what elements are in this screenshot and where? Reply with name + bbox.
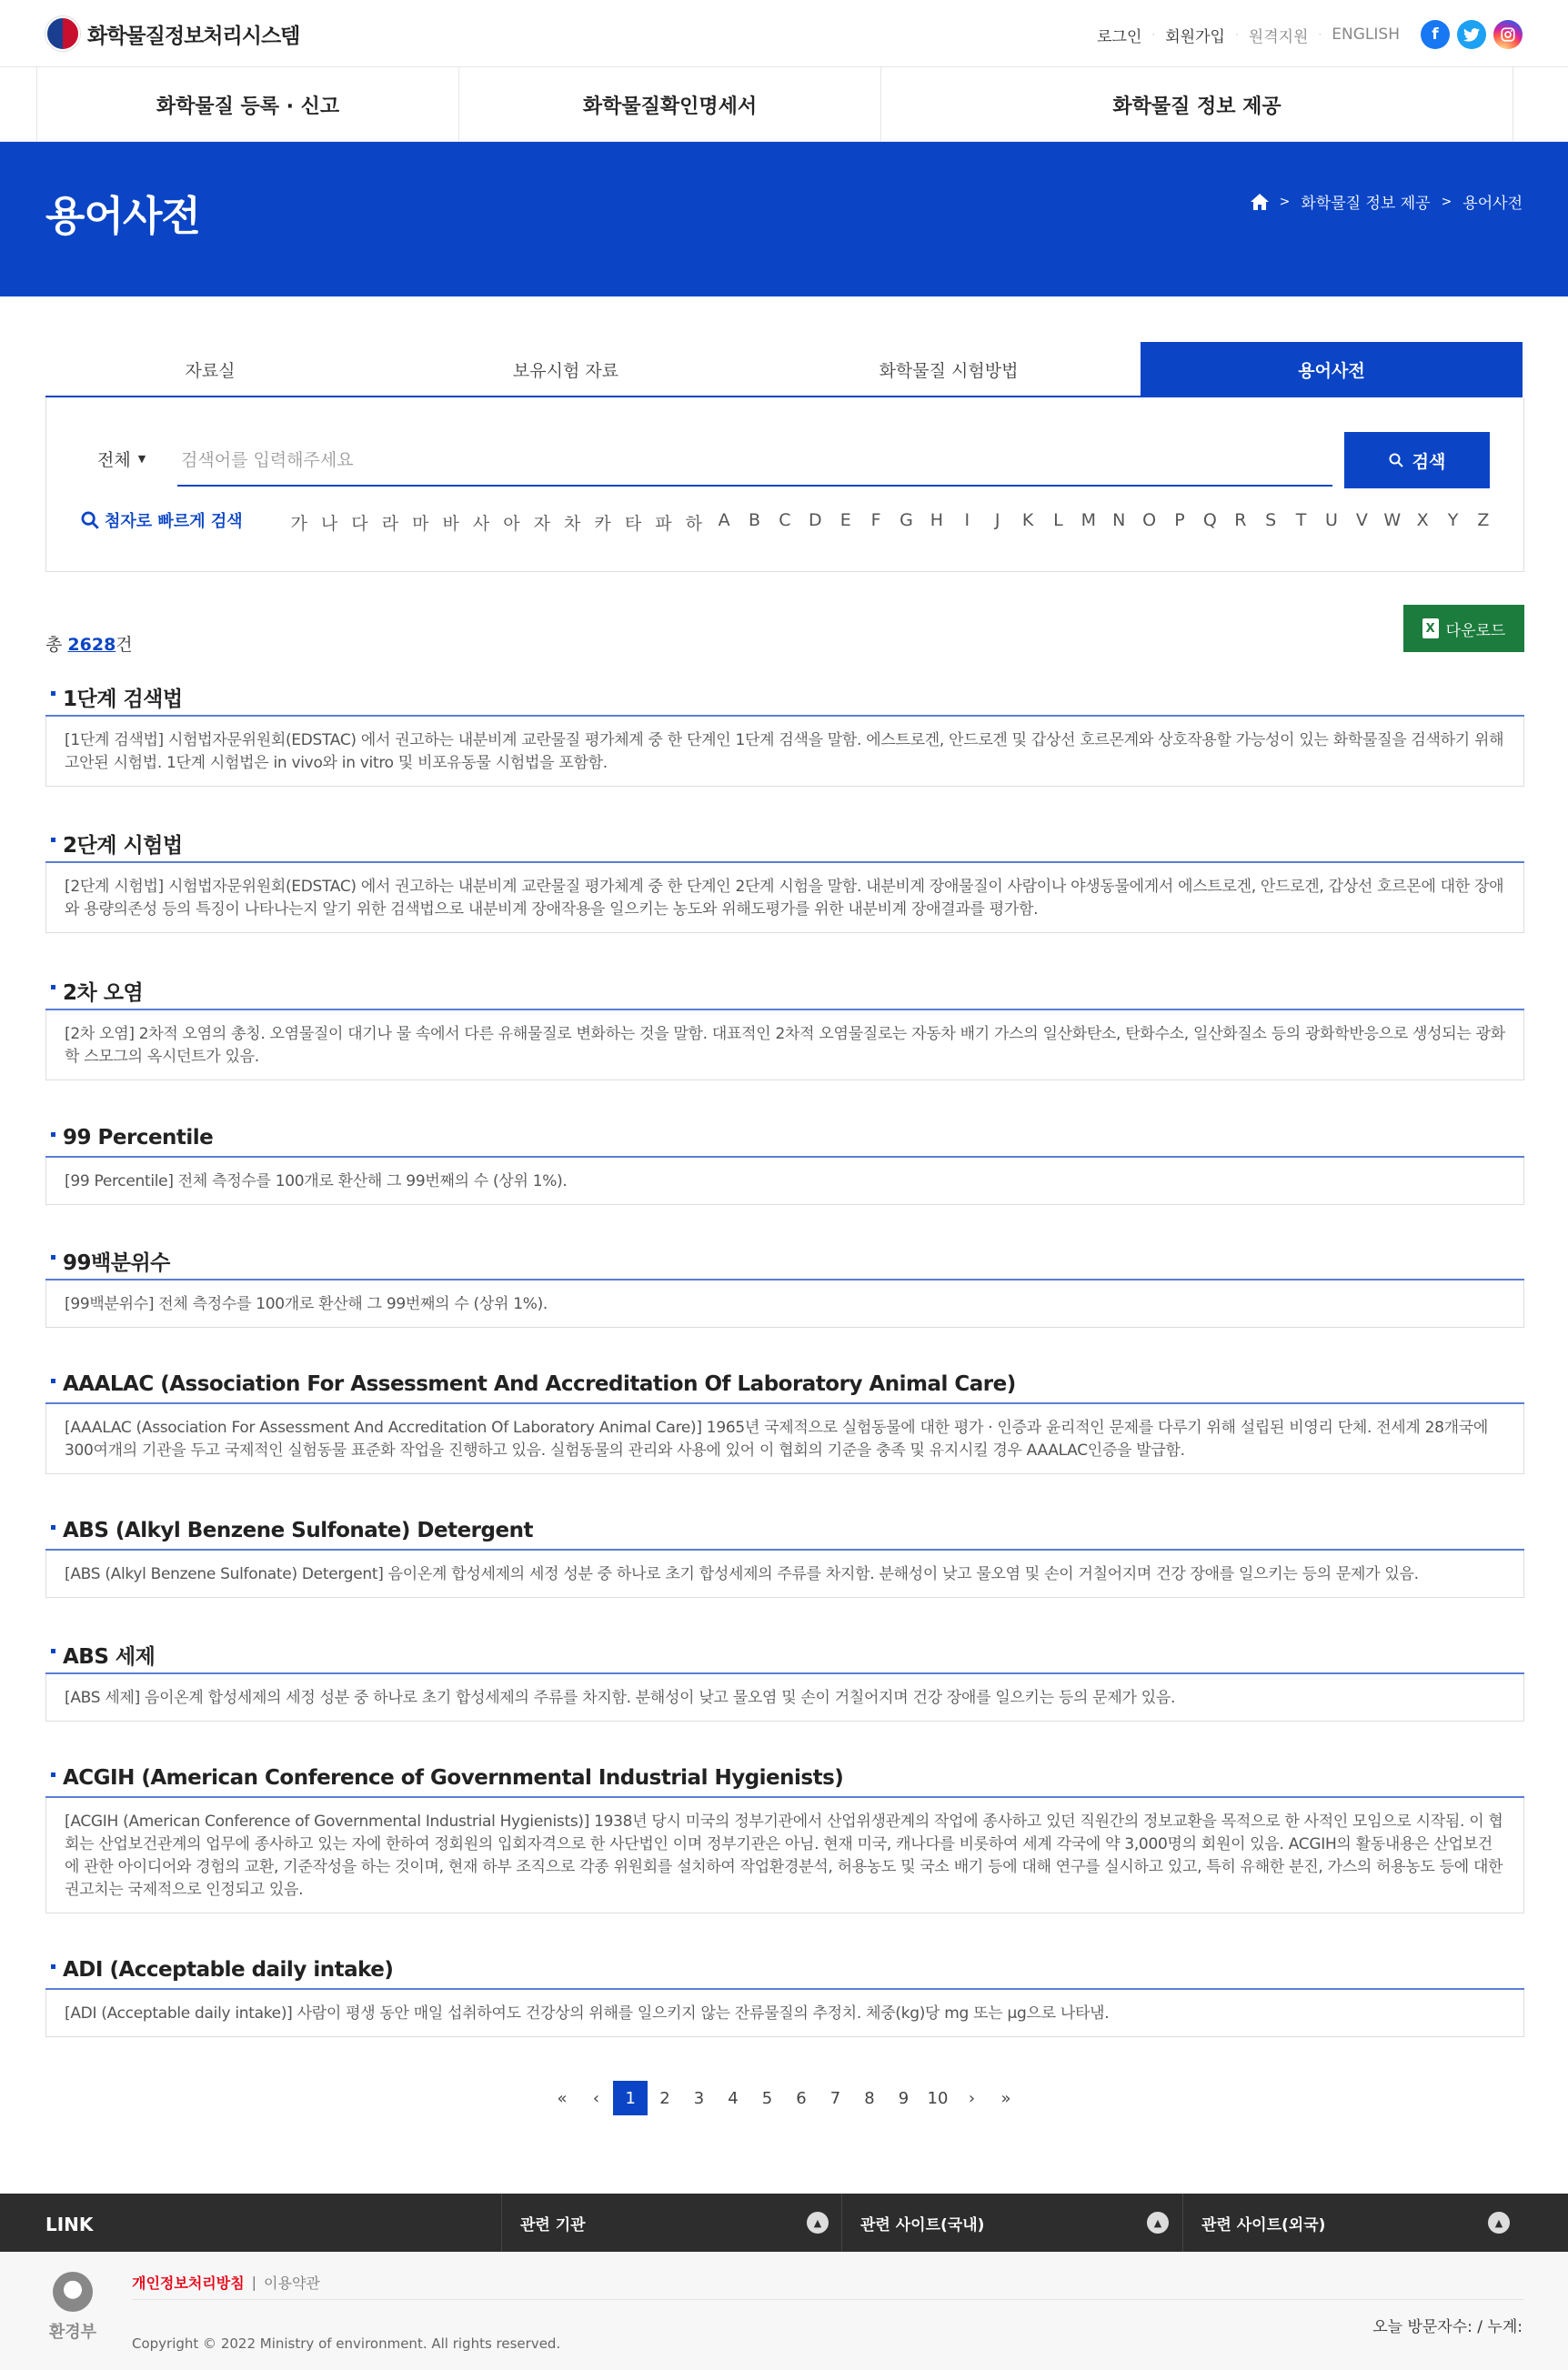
- nav-chemical-info[interactable]: 화학물질 정보 제공: [880, 67, 1513, 142]
- term-item: [45, 1242, 1524, 1328]
- bullet-icon: [51, 1132, 55, 1137]
- download-button[interactable]: [1403, 605, 1524, 652]
- letter-filter-item[interactable]: G: [900, 510, 913, 530]
- term-item: [45, 1120, 1524, 1205]
- search-icon: [81, 511, 99, 529]
- letter-filter-item[interactable]: I: [964, 510, 970, 530]
- letter-filter-item[interactable]: Y: [1447, 510, 1459, 530]
- letter-filter-item[interactable]: F: [870, 510, 881, 530]
- letter-filter-item[interactable]: P: [1174, 510, 1185, 530]
- tab-glossary[interactable]: 용어사전: [1141, 342, 1523, 397]
- search-button[interactable]: [1344, 432, 1490, 488]
- term-title[interactable]: [45, 825, 1524, 863]
- nav-registration[interactable]: 화학물질 등록 · 신고: [36, 67, 458, 142]
- download-label: 다운로드: [1445, 621, 1506, 640]
- search-button-label: 검색: [1412, 451, 1446, 472]
- chevron-right-icon: >: [1279, 194, 1291, 209]
- letter-filter-item[interactable]: 카: [594, 514, 611, 534]
- letter-filter-item[interactable]: 다: [351, 514, 368, 534]
- letter-filter-item[interactable]: K: [1021, 510, 1034, 530]
- terms-link[interactable]: 이용약관: [264, 2275, 320, 2292]
- letter-filter-item[interactable]: 가: [290, 514, 307, 534]
- bullet-icon: [51, 1772, 55, 1777]
- term-title-text: ABS 세제: [63, 1644, 156, 1669]
- ministry-logo: [45, 2272, 100, 2343]
- top-bar: [0, 0, 1568, 67]
- letter-filter-item[interactable]: S: [1265, 510, 1277, 530]
- letter-filter-item[interactable]: 차: [564, 514, 581, 534]
- letter-filter-item[interactable]: 파: [655, 514, 672, 534]
- search-icon: [1389, 453, 1403, 467]
- first-page-icon[interactable]: «: [557, 2088, 568, 2108]
- bullet-icon: [51, 985, 55, 989]
- result-count: [45, 631, 133, 656]
- login-link[interactable]: 로그인: [1097, 27, 1142, 46]
- ministry-name: 환경부: [48, 2323, 97, 2342]
- letter-filter-item[interactable]: 나: [320, 514, 338, 534]
- chevron-right-icon: >: [1441, 194, 1452, 209]
- term-title-text: ACGIH (American Conference of Governmental Industrial Hygienists): [63, 1766, 844, 1790]
- count-prefix: 총: [45, 635, 63, 655]
- ministry-emblem-icon: [53, 2272, 93, 2312]
- letter-filter-item[interactable]: Z: [1477, 510, 1490, 530]
- term-definition: [ABS 세제] 음이온계 합성세제의 세정 성분 중 하나로 초기 합성세제의 주류를 차지함. 분해성이 낮고 물오염 및 손이 거칠어지며 건강 장애를 일으키는 등의 문제가 있음.: [45, 1674, 1524, 1722]
- letter-filter-item[interactable]: Q: [1202, 510, 1217, 530]
- sub-tabs: [45, 342, 1523, 397]
- letter-filter-item[interactable]: J: [994, 510, 1000, 530]
- count-value: 2628: [67, 635, 116, 655]
- link-label: LINK: [45, 2214, 94, 2235]
- breadcrumb-item[interactable]: 화학물질 정보 제공: [1301, 195, 1431, 213]
- bullet-icon: [51, 1964, 55, 1969]
- term-definition: [ABS (Alkyl Benzene Sulfonate) Detergent] 음이온계 합성세제의 세정 성분 중 하나로 초기 합성세제의 주류를 차지함. 분해성이 낮고 물오염 및 손이 거칠어지며 건강 장애를 일으키는 등의 문제가 있음.: [45, 1551, 1524, 1598]
- term-title-text: AAALAC (Association For Assessment And Accreditation Of Laboratory Animal Care): [63, 1372, 1016, 1396]
- next-page-icon[interactable]: ›: [968, 2088, 976, 2108]
- select-value: 전체: [97, 450, 131, 470]
- term-item: [45, 972, 1524, 1080]
- term-title[interactable]: [45, 1636, 1524, 1674]
- term-title[interactable]: [45, 678, 1524, 717]
- page-number[interactable]: 10: [927, 2088, 949, 2108]
- letter-filter-item[interactable]: 아: [503, 514, 520, 534]
- page-number[interactable]: 6: [796, 2088, 807, 2108]
- term-title-text: 2단계 시험법: [63, 833, 183, 858]
- chevron-up-icon: ▲: [807, 2212, 829, 2234]
- term-definition: [ACGIH (American Conference of Governmental Industrial Hygienists)] 1938년 당시 미국의 정부기관에서 산업위생관계의 작업에 종사하고 있던 직원간의 정보교환을 목적으로 한 사적인 모임으로 시작됨. 이 협회는 산업보건관계의 업무에 종사하고 있는 자에 한하여 정회원의 입회자격으로 한 사단법인 이며 정부기관은 아님. 현재 미국, 캐나다를 비롯하여 세계 각국에 약 3,000명의 회원이 있음. ACGIH의 활동내용은 산업보건에 관한 아이디어와 경험의 교환, 기준작성을 하는 것이며, 현재 하부 조직으로 각종 위원회를 설치하여 작업환경분석, 허용농도 및 국소 배기 등에 대해 연구를 실시하고 있고, 특히 유해한 분진, 가스의 허용농도 등에 대한 권고치는 국제적으로 인정되고 있음.: [45, 1798, 1524, 1913]
- term-title-text: 2차 오염: [63, 980, 144, 1005]
- letter-filter-item[interactable]: N: [1112, 510, 1126, 530]
- letter-filter-item[interactable]: 마: [412, 514, 429, 534]
- term-title[interactable]: [45, 1512, 1524, 1551]
- excel-icon: X: [1422, 618, 1439, 638]
- letter-filter-item[interactable]: X: [1416, 510, 1429, 530]
- foreign-sites-select[interactable]: [1182, 2194, 1523, 2252]
- letter-filter-item[interactable]: L: [1053, 510, 1063, 530]
- pagination: [0, 2081, 1568, 2115]
- chevron-up-icon: ▲: [1488, 2212, 1510, 2234]
- site-footer: [0, 2252, 1568, 2370]
- letter-filter-item[interactable]: O: [1142, 510, 1157, 530]
- letter-filter-item[interactable]: C: [779, 510, 791, 530]
- letter-filter-item[interactable]: 타: [624, 514, 642, 534]
- term-item: [45, 678, 1524, 787]
- letter-filter-item[interactable]: M: [1081, 510, 1097, 530]
- logo-text: 화학물질정보처리시스템: [87, 24, 300, 48]
- term-item: [45, 825, 1524, 933]
- term-title[interactable]: [45, 1952, 1524, 1990]
- sns-links: [1421, 20, 1523, 49]
- term-item: [45, 1760, 1524, 1913]
- government-emblem-icon: [45, 16, 80, 51]
- privacy-policy-link[interactable]: 개인정보처리방침: [132, 2275, 245, 2292]
- breadcrumb-item[interactable]: 용어사전: [1462, 195, 1523, 213]
- last-page-icon[interactable]: »: [1000, 2088, 1011, 2108]
- page-number[interactable]: 2: [659, 2088, 670, 2108]
- chevron-up-icon: ▲: [1147, 2212, 1169, 2234]
- page-banner: [0, 142, 1568, 296]
- copyright: Copyright © 2022 Ministry of environment. All rights reserved.: [132, 2335, 561, 2352]
- term-title[interactable]: [45, 1366, 1524, 1404]
- bullet-icon: [51, 1649, 55, 1653]
- quick-search-text: 첨자로 빠르게 검색: [105, 512, 243, 531]
- letter-filter-item[interactable]: D: [809, 510, 822, 530]
- nav-confirmation-statement[interactable]: 화학물질확인명세서: [458, 67, 880, 142]
- signup-link[interactable]: 회원가입: [1165, 27, 1225, 46]
- quick-search-label: [81, 508, 243, 532]
- select-label: 관련 사이트(외국): [1201, 2215, 1326, 2234]
- bullet-icon: [51, 1255, 55, 1260]
- term-item: [45, 1366, 1524, 1474]
- letter-filter-item[interactable]: 바: [442, 514, 459, 534]
- letter-filter-item[interactable]: W: [1383, 510, 1402, 530]
- caret-down-icon: ▼: [137, 453, 146, 465]
- letter-filter-item[interactable]: B: [749, 510, 761, 530]
- term-title-text: ADI (Acceptable daily intake): [63, 1958, 394, 1982]
- tab-test-data[interactable]: 보유시험 자료: [512, 361, 619, 381]
- term-title-text: 99백분위수: [63, 1250, 170, 1275]
- breadcrumb: [1251, 190, 1523, 213]
- bullet-icon: [51, 1525, 55, 1530]
- term-title-text: 99 Percentile: [63, 1126, 214, 1150]
- bullet-icon: [51, 1379, 55, 1383]
- letter-filter-item[interactable]: E: [839, 510, 851, 530]
- term-item: [45, 1636, 1524, 1722]
- count-suffix: 건: [116, 635, 133, 655]
- search-input[interactable]: [177, 436, 1332, 487]
- page-number[interactable]: 4: [728, 2088, 739, 2108]
- letter-filter-item[interactable]: 자: [533, 514, 550, 534]
- select-label: 관련 기관: [520, 2215, 586, 2234]
- term-definition: [AAALAC (Association For Assessment And Accreditation Of Laboratory Animal Care)] 1965년 국제적으로 실험동물에 대한 평가 · 인증과 윤리적인 문제를 다루기 위해 설립된 비영리 단체. 전세계 28개국에 300여개의 기관을 두고 국제적인 실험동물 표준화 작업을 진행하고 있음. 실험동물의 관리와 사용에 있어 이 협회의 기준을 충족 및 유지시킬 경우 AAALAC인증을 발급함.: [45, 1404, 1524, 1474]
- bullet-icon: [51, 838, 55, 842]
- select-label: 관련 사이트(국내): [860, 2215, 985, 2234]
- letter-filter-item[interactable]: 하: [685, 514, 702, 534]
- initial-letter-filter: [284, 510, 1499, 535]
- tab-archive[interactable]: 자료실: [185, 361, 236, 381]
- prev-page-icon[interactable]: ‹: [592, 2088, 600, 2108]
- term-item: [45, 1512, 1524, 1598]
- term-title-text: 1단계 검색법: [63, 687, 183, 711]
- tab-test-methods[interactable]: 화학물질 시험방법: [879, 361, 1019, 381]
- domestic-sites-select[interactable]: [841, 2194, 1181, 2252]
- search-category-select[interactable]: [97, 447, 146, 471]
- related-agencies-select[interactable]: [501, 2194, 841, 2252]
- footer-policy-links: 개인정보처리방침 | 이용약관: [132, 2274, 320, 2292]
- term-definition: [99백분위수] 전체 측정수를 100개로 환산해 그 99번째의 수 (상위 1%).: [45, 1280, 1524, 1328]
- letter-filter-item[interactable]: U: [1325, 510, 1338, 530]
- term-definition: [99 Percentile] 전체 측정수를 100개로 환산해 그 99번째의 수 (상위 1%).: [45, 1158, 1524, 1205]
- search-panel: [45, 397, 1524, 572]
- visitor-count: 오늘 방문자수: / 누계:: [1372, 2318, 1523, 2336]
- term-definition: [2단계 시험법] 시험법자문위원회(EDSTAC) 에서 권고하는 내분비계 교란물질 평가체계 중 한 단계인 2단계 시험을 말함. 내분비계 장애물질이 사람이나 야생동물에게서 에스트로겐, 안드로겐, 갑상선 호르몬에 대한 장애와 용량의존성 등의 특징이 나타나는지 알기 위한 검색법으로 내분비계 장애작용을 일으키는 농도와 위해도평가를 위한 내분비계 장애결과를 평가함.: [45, 863, 1524, 933]
- letter-filter-item[interactable]: A: [718, 510, 730, 530]
- english-link[interactable]: ENGLISH: [1332, 25, 1400, 44]
- instagram-icon[interactable]: [1493, 20, 1523, 49]
- term-title-text: ABS (Alkyl Benzene Sulfonate) Detergent: [63, 1519, 533, 1542]
- letter-filter-item[interactable]: R: [1234, 510, 1247, 530]
- term-item: [45, 1952, 1524, 2037]
- term-title[interactable]: [45, 972, 1524, 1010]
- letter-filter-item[interactable]: H: [930, 510, 944, 530]
- page-number[interactable]: 1: [613, 2081, 648, 2115]
- site-logo[interactable]: [45, 16, 299, 51]
- page-number[interactable]: 8: [864, 2088, 875, 2108]
- term-definition: [1단계 검색법] 시험법자문위원회(EDSTAC) 에서 권고하는 내분비계 교란물질 평가체계 중 한 단계인 1단계 검색을 말함. 에스트로겐, 안드로겐 및 갑상선 호르몬계와 상호작용할 가능성이 있는 화학물질을 검색하기 위해 고안된 시험법. 1단계 시험법은 in vivo와 in vitro 및 비포유동물 시험법을 포함함.: [45, 717, 1524, 787]
- page-number[interactable]: 5: [761, 2088, 773, 2108]
- utility-menu: 로그인 · 회원가입 · 원격지원 · ENGLISH f: [1087, 20, 1523, 49]
- term-title[interactable]: [45, 1242, 1524, 1280]
- term-title[interactable]: [45, 1120, 1524, 1158]
- page-number[interactable]: 7: [829, 2088, 841, 2108]
- main-navigation: [0, 67, 1568, 142]
- footer-divider: [132, 2299, 1523, 2300]
- page-number[interactable]: 9: [898, 2088, 910, 2108]
- letter-filter-item[interactable]: 사: [472, 514, 490, 534]
- letter-filter-item[interactable]: 라: [381, 514, 399, 534]
- remote-support-link[interactable]: 원격지원: [1248, 27, 1309, 46]
- twitter-icon[interactable]: [1457, 20, 1486, 49]
- letter-filter-item[interactable]: V: [1355, 510, 1368, 530]
- page-title: 용어사전: [45, 192, 200, 240]
- term-definition: [2차 오염] 2차적 오염의 총칭. 오염물질이 대기나 물 속에서 다른 유해물질로 변화하는 것을 말함. 대표적인 2차적 오염물질로는 자동차 배기 가스의 일산화탄소, 탄화수소, 일산화질소 등의 광화학반응으로 생성되는 광화학 스모그의 옥시던트가 있음.: [45, 1010, 1524, 1080]
- bullet-icon: [51, 691, 55, 696]
- home-icon[interactable]: [1251, 194, 1269, 210]
- page-number[interactable]: 3: [693, 2088, 705, 2108]
- term-definition: [ADI (Acceptable daily intake)] 사람이 평생 동안 매일 섭취하여도 건강상의 위해를 일으키지 않는 잔류물질의 추정치. 체중(kg)당 mg 또는 μg으로 나타냄.: [45, 1990, 1524, 2037]
- facebook-icon[interactable]: f: [1421, 20, 1450, 49]
- term-title[interactable]: [45, 1760, 1524, 1798]
- letter-filter-item[interactable]: T: [1295, 510, 1307, 530]
- footer-links-bar: [0, 2194, 1568, 2252]
